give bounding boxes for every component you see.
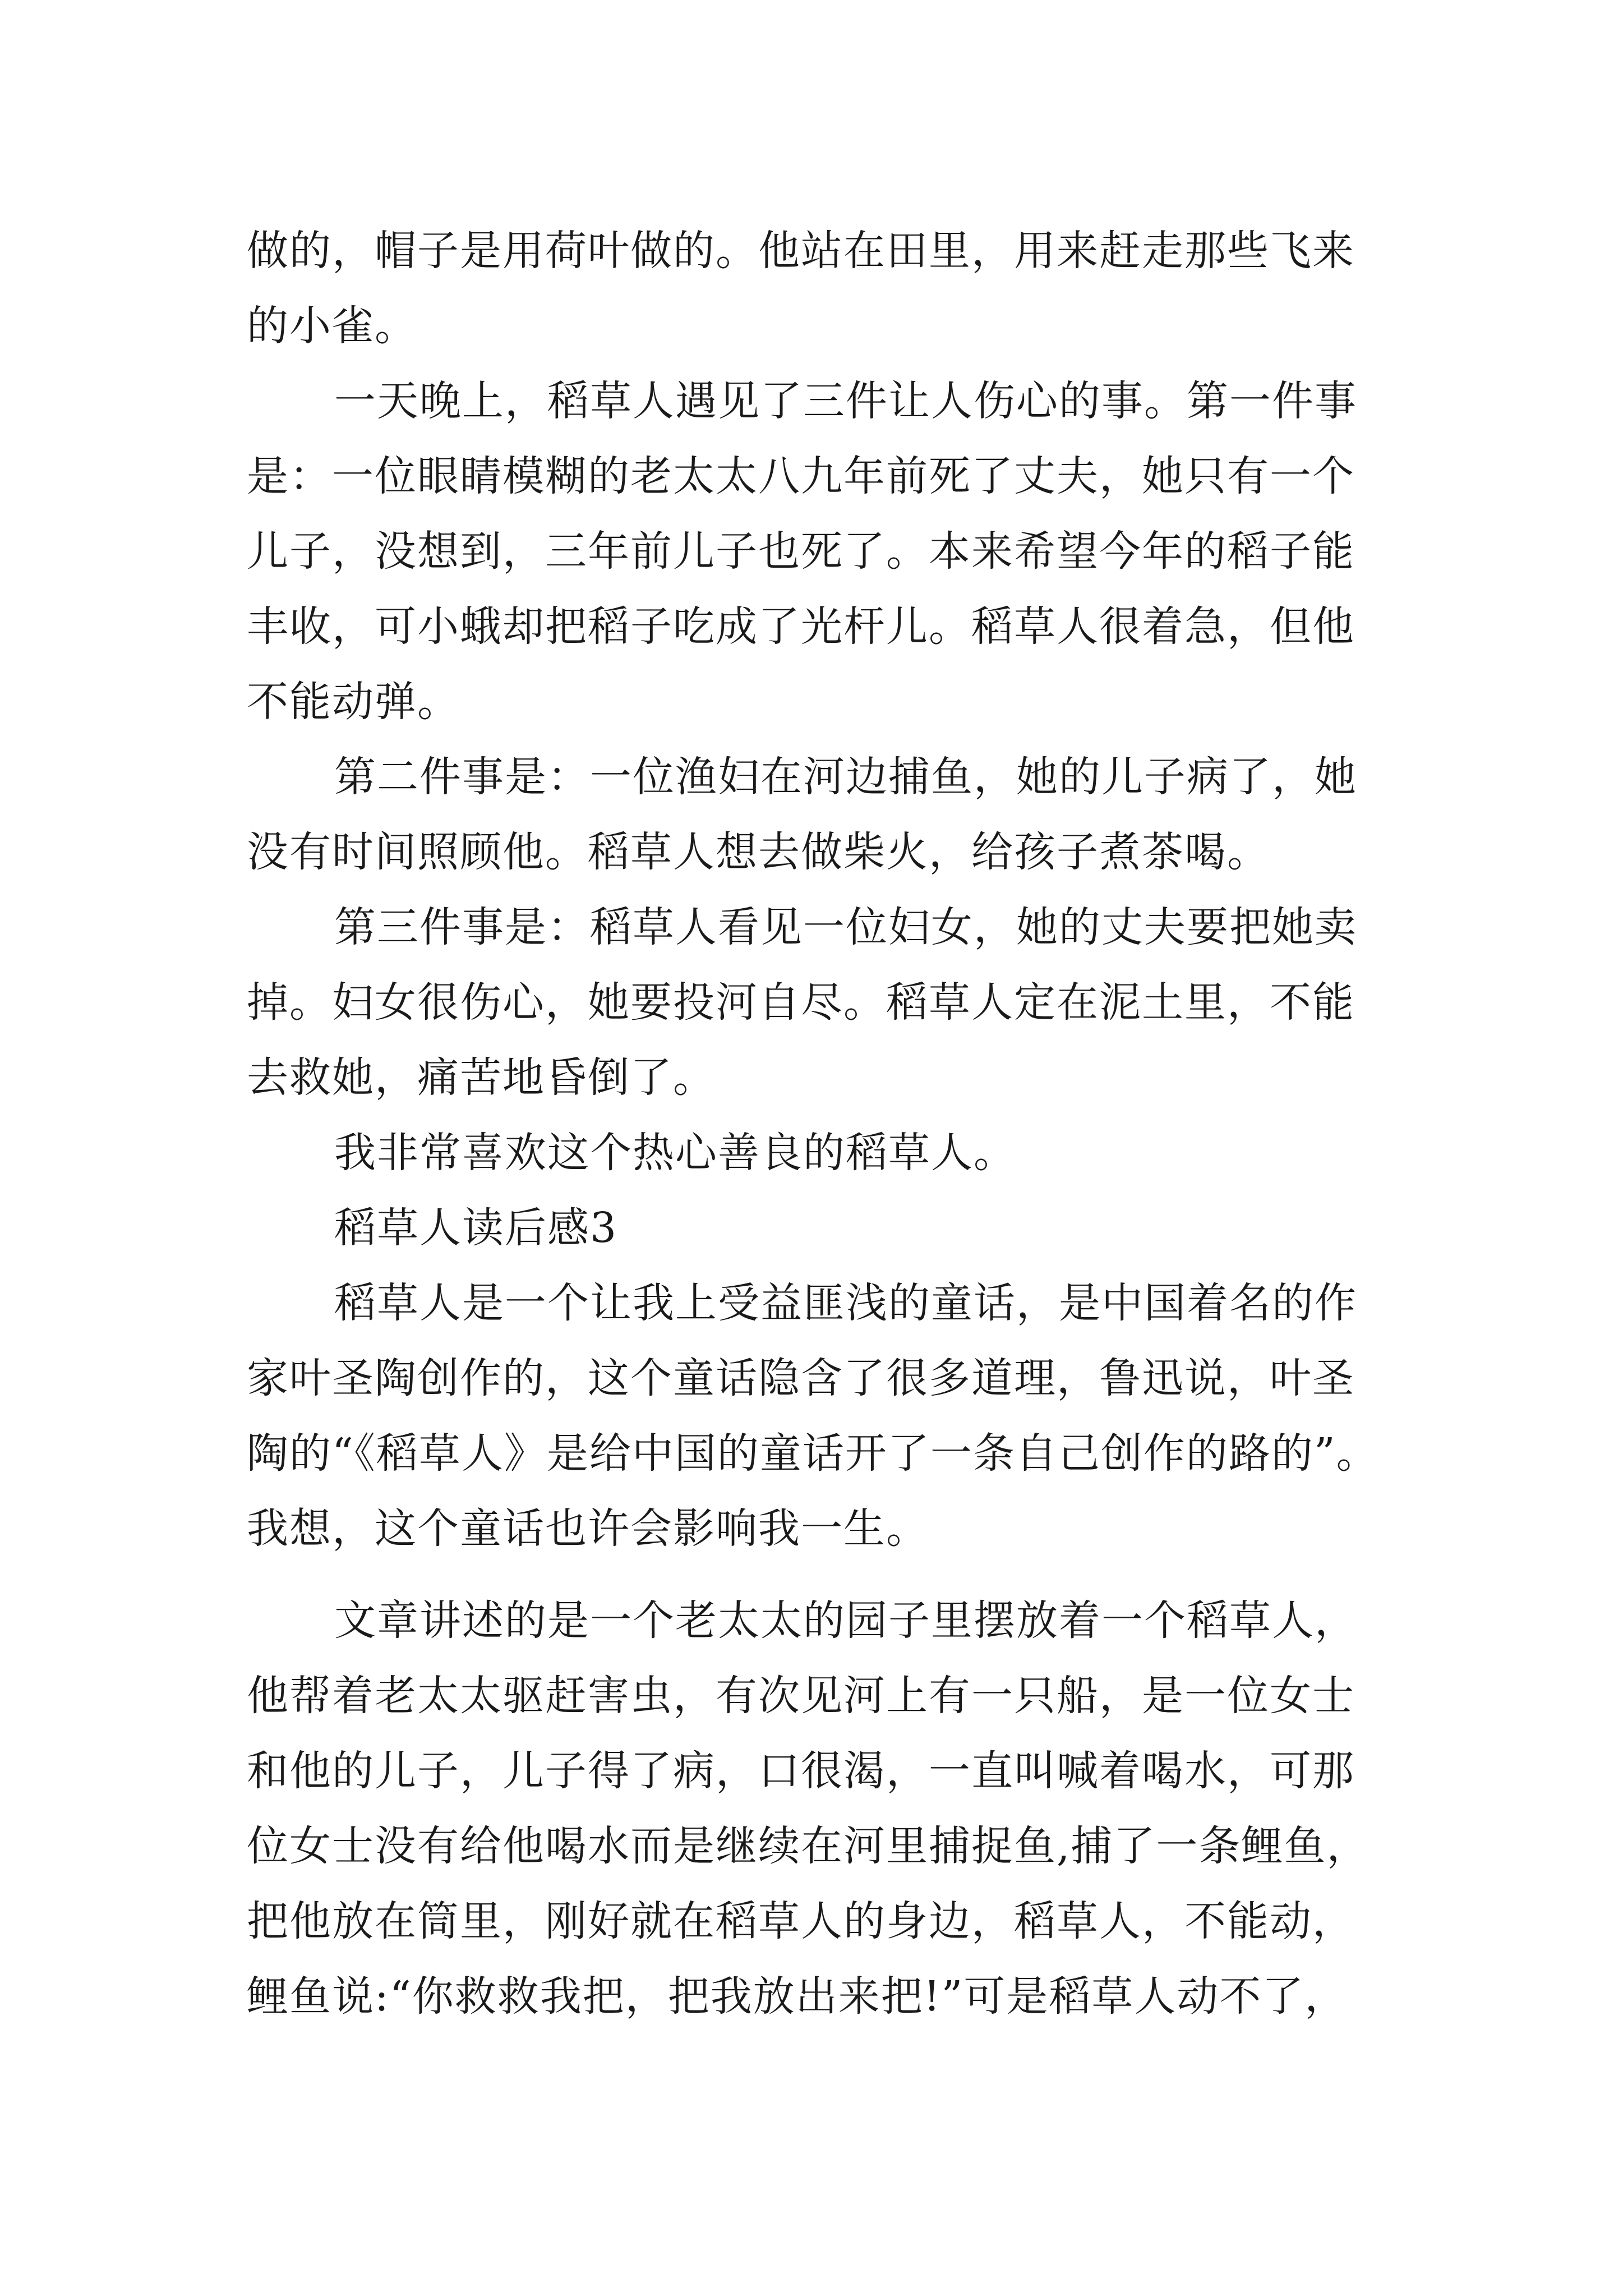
text-line: 不能动弹。 — [247, 678, 460, 726]
paragraph-start-line: 第二件事是：一位渔妇在河边捕鱼，她的儿子病了，她 — [334, 753, 1357, 801]
text-line: 和他的儿子，儿子得了病，口很渴，一直叫喊着喝水，可那 — [247, 1747, 1355, 1795]
text-line: 去救她，痛苦地昏倒了。 — [247, 1053, 716, 1102]
paragraph-start-line: 稻草人是一个让我上受益匪浅的童话，是中国着名的作 — [334, 1279, 1357, 1327]
text-line: 丰收，可小蛾却把稻子吃成了光杆儿。稻草人很着急，但他 — [247, 602, 1355, 651]
text-line: 陶的“《稻草人》是给中国的童话开了一条自己创作的路的”。 — [247, 1429, 1379, 1478]
text-line: 鲤鱼说:“你救救我把，把我放出来把!”可是稻草人动不了， — [247, 1972, 1348, 2021]
paragraph-start-line: 一天晚上，稻草人遇见了三件让人伤心的事。第一件事 — [334, 377, 1357, 425]
text-line: 家叶圣陶创作的，这个童话隐含了很多道理，鲁迅说，叶圣 — [247, 1354, 1355, 1402]
text-line: 做的，帽子是用荷叶做的。他站在田里，用来赶走那些飞来 — [247, 227, 1355, 275]
text-line: 儿子，没想到，三年前儿子也死了。本来希望今年的稻子能 — [247, 527, 1355, 576]
text-line: 掉。妇女很伤心，她要投河自尽。稻草人定在泥土里，不能 — [247, 978, 1355, 1027]
paragraph-start-line: 文章讲述的是一个老太太的园子里摆放着一个稻草人， — [334, 1596, 1357, 1645]
section-heading: 稻草人读后感3 — [334, 1204, 618, 1252]
document-body — [247, 213, 1424, 2034]
text-line: 没有时间照顾他。稻草人想去做柴火，给孩子煮茶喝。 — [247, 828, 1270, 876]
paragraph-start-line: 第三件事是：稻草人看见一位妇女，她的丈夫要把她卖 — [334, 903, 1357, 951]
text-line: 把他放在筒里，刚好就在稻草人的身边，稻草人，不能动， — [247, 1897, 1355, 1945]
text-line: 位女士没有给他喝水而是继续在河里捕捉鱼,捕了一条鲤鱼， — [247, 1822, 1370, 1870]
text-line: 他帮着老太太驱赶害虫，有次见河上有一只船，是一位女士 — [247, 1672, 1355, 1720]
text-line: 是：一位眼睛模糊的老太太八九年前死了丈夫，她只有一个 — [247, 452, 1355, 500]
text-line: 我想，这个童话也许会影响我一生。 — [247, 1504, 929, 1553]
text-line: 的小雀。 — [247, 302, 417, 350]
paragraph-start-line: 我非常喜欢这个热心善良的稻草人。 — [334, 1129, 1016, 1177]
